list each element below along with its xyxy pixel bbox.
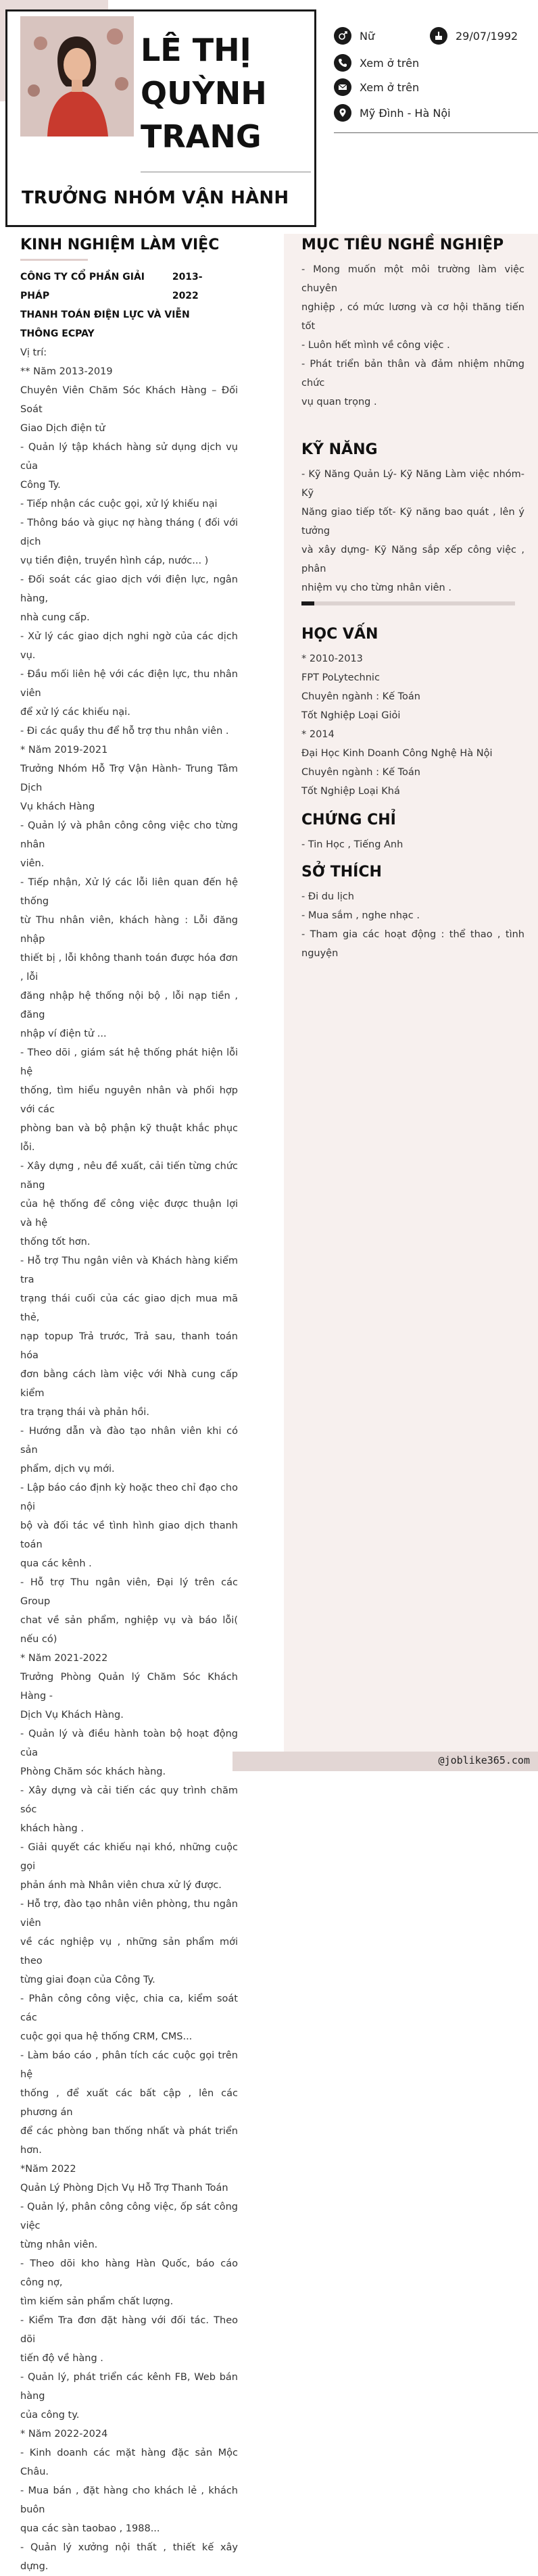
right-column — [301, 237, 524, 963]
phone-icon — [334, 54, 351, 72]
text-line: qua các sàn taobao , 1988... — [20, 2523, 160, 2534]
text-line: *Năm 2022 — [20, 2164, 76, 2175]
company-name-line: THANH TOÁN ĐIỆN LỰC VÀ VIỄN — [20, 309, 190, 320]
text-line: Năng giao tiếp tốt- Kỹ năng bao quát , lên ý tưởng — [301, 507, 524, 537]
text-line: thiết bị , lỗi không thanh toán được hóa đơn , lỗi — [20, 953, 238, 983]
text-line: nhà cung cấp. — [20, 612, 90, 623]
avatar — [20, 16, 134, 137]
text-line: - Đối soát các giao dịch với điện lực, ngân hàng, — [20, 574, 238, 604]
text-line: - Quản lý và điều hành toàn bộ hoạt động của — [20, 1729, 238, 1758]
text-line: - Theo dõi , giám sát hệ thống phát hiện lỗi hệ — [20, 1047, 238, 1077]
text-line: Đại Học Kinh Doanh Công Nghệ Hà Nội — [301, 748, 493, 759]
text-line: - Kiểm Tra đơn đặt hàng với đối tác. Theo dõi — [20, 2315, 238, 2345]
text-line: - Phân công công việc, chia ca, kiểm soát các — [20, 1993, 238, 2023]
text-line: Tốt Nghiệp Loại Giỏi — [301, 710, 401, 721]
company-header — [20, 268, 238, 305]
text-line: * 2010-2013 — [301, 653, 363, 664]
gender-value: Nữ — [360, 29, 375, 43]
text-line: để xử lý các khiếu nại. — [20, 707, 130, 718]
phone-value: Xem ở trên — [360, 56, 420, 70]
text-line: nhập ví điện tử ... — [20, 1029, 107, 1039]
text-line: Quản Lý Phòng Dịch Vụ Hỗ Trợ Thanh Toán — [20, 2183, 228, 2194]
text-line: phẩm, dịch vụ mới. — [20, 1464, 115, 1475]
text-line: để các phòng ban thống nhất và phát triển hơn. — [20, 2126, 238, 2156]
text-line: - Mua bán , đặt hàng cho khách lẻ , khách buôn — [20, 2485, 238, 2515]
text-line: về các nghiệp vụ , những sản phẩm mới theo — [20, 1937, 238, 1966]
text-line: nhiệm vụ cho từng nhân viên . — [301, 583, 451, 593]
name-line: TRANG — [141, 118, 262, 155]
text-line: - Xây dựng và cải tiến các quy trình chăm sóc — [20, 1785, 238, 1815]
text-line: - Thông báo và giục nợ hàng tháng ( đối với dịch — [20, 518, 238, 547]
text-line: từ Thu nhân viên, khách hàng : Lỗi đăng nhập — [20, 915, 238, 945]
skills-details — [301, 465, 524, 597]
text-line: - Xây dựng , nêu đề xuất, cải tiến từng chức năng — [20, 1161, 238, 1191]
text-line: - Mong muốn một môi trường làm việc chuyên — [301, 264, 524, 294]
text-line: vụ quan trọng . — [301, 397, 377, 407]
certificates-details — [301, 835, 524, 854]
text-line: - Lập báo cáo định kỳ hoặc theo chỉ đạo cho nội — [20, 1483, 238, 1512]
hobbies-title: SỞ THÍCH — [301, 864, 382, 881]
section-underline — [20, 259, 88, 261]
skills-title: KỸ NĂNG — [301, 441, 378, 458]
contact-gender — [334, 26, 374, 46]
text-line: - Theo dõi kho hàng Hàn Quốc, báo cáo công nợ, — [20, 2258, 238, 2288]
hobbies-section — [301, 864, 524, 963]
text-line: - Hướng dẫn và đào tạo nhân viên khi có sản — [20, 1426, 238, 1456]
text-line: FPT PoLytechnic — [301, 672, 380, 683]
text-line: trạng thái cuối của các giao dịch mua mã thẻ, — [20, 1293, 238, 1323]
job-title: TRƯỞNG NHÓM VẬN HÀNH — [22, 188, 289, 208]
text-line: - Quản lý xưởng nội thất , thiết kế xây dựng. — [20, 2542, 238, 2572]
skills-section — [301, 441, 524, 605]
text-line: khách hàng . — [20, 1823, 84, 1834]
birthday-value: 29/07/1992 — [456, 29, 518, 43]
text-line: tiến độ về hàng . — [20, 2353, 103, 2364]
full-name — [141, 28, 267, 158]
text-line: đăng nhập hệ thống nội bộ , lỗi nạp tiền , đăng — [20, 991, 238, 1020]
text-line: nạp topup Trả trước, Trả sau, thanh toán hóa — [20, 1331, 238, 1361]
text-line: nghiệp , có mức lương và cơ hội thăng tiến tốt — [301, 302, 524, 332]
text-line: * Năm 2021-2022 — [20, 1653, 108, 1664]
text-line: Dịch Vụ Khách Hàng. — [20, 1710, 124, 1720]
contact-address — [334, 103, 451, 123]
text-line: và xây dựng- Kỹ Năng sắp xếp công việc , phân — [301, 545, 524, 574]
text-line: - Quản lý tập khách hàng sử dụng dịch vụ của — [20, 442, 238, 472]
text-line: Vị trí: — [20, 347, 47, 358]
text-line: ** Năm 2013-2019 — [20, 366, 113, 377]
contact-birthday — [430, 26, 518, 46]
text-line: vụ tiền điện, truyền hình cáp, nước... ) — [20, 555, 209, 566]
skill-level-bar — [301, 601, 515, 605]
skill-level-fill — [301, 601, 314, 605]
text-line: - Quản lý, phân công công việc, ốp sát công việc — [20, 2202, 238, 2231]
watermark: @joblike365.com — [438, 1754, 530, 1766]
text-line: - Xử lý các giao dịch nghi ngờ của các dịch vụ. — [20, 631, 238, 661]
text-line: - Hỗ trợ Thu ngân viên và Khách hàng kiểm tra — [20, 1256, 238, 1285]
text-line: - Hỗ trợ, đào tạo nhân viên phòng, thu ngân viên — [20, 1899, 238, 1929]
text-line: thống tốt hơn. — [20, 1237, 91, 1247]
text-line: - Phát triển bản thân và đảm nhiệm những chức — [301, 359, 524, 389]
contact-email — [334, 77, 419, 97]
text-line: * 2014 — [301, 729, 335, 740]
text-line: phản ánh mà Nhân viên chưa xử lý được. — [20, 1880, 222, 1891]
text-line: - Kinh doanh các mặt hàng đặc sản Mộc Châu. — [20, 2448, 238, 2477]
text-line: Chuyên ngành : Kế Toán — [301, 767, 420, 778]
text-line: - Giải quyết các khiếu nại khó, những cuộc gọi — [20, 1842, 238, 1872]
text-line: của công ty. — [20, 2410, 80, 2421]
text-line: Giao Dịch điện tử — [20, 423, 105, 434]
text-line: tìm kiếm sản phẩm chất lượng. — [20, 2296, 174, 2307]
text-line: - Quản lý và phân công công việc cho từng nhân — [20, 820, 238, 850]
education-title: HỌC VẤN — [301, 626, 378, 643]
text-line: Trưởng Phòng Quản lý Chăm Sóc Khách Hàng - — [20, 1672, 238, 1702]
education-details — [301, 649, 524, 801]
birthday-cake-icon — [430, 27, 447, 45]
contact-phone — [334, 53, 419, 73]
location-pin-icon — [334, 104, 351, 122]
name-line: QUỲNH — [141, 75, 267, 112]
email-icon — [334, 78, 351, 96]
hobbies-details — [301, 887, 524, 963]
text-line: Chuyên ngành : Kế Toán — [301, 691, 420, 702]
text-line: * Năm 2022-2024 — [20, 2429, 108, 2439]
text-line: Trưởng Nhóm Hỗ Trợ Vận Hành- Trung Tâm Dịch — [20, 764, 238, 793]
text-line: - Tin Học , Tiếng Anh — [301, 839, 404, 850]
text-line: - Tiếp nhận các cuộc gọi, xử lý khiếu nại — [20, 499, 218, 510]
text-line: - Đi du lịch — [301, 891, 354, 902]
experience-section — [20, 237, 238, 2576]
text-line: * Năm 2019-2021 — [20, 745, 108, 756]
name-line: LÊ THỊ — [141, 32, 251, 68]
text-line: thống, tìm hiểu nguyên nhân và phối hợp với các — [20, 1085, 238, 1115]
text-line: phòng ban và bộ phận kỹ thuật khắc phục lỗi. — [20, 1123, 238, 1153]
text-line: Tốt Nghiệp Loại Khá — [301, 786, 400, 797]
text-line: cuộc gọi qua hệ thống CRM, CMS... — [20, 2031, 193, 2042]
text-line: - Luôn hết mình về công việc . — [301, 340, 450, 351]
text-line: tra trạng thái và phản hồi. — [20, 1407, 149, 1418]
text-line: từng giai đoạn của Công Ty. — [20, 1975, 155, 1985]
text-line: - Đi các quầy thu để hỗ trợ thu nhân viên . — [20, 726, 229, 737]
education-section — [301, 626, 524, 801]
contact-divider — [334, 132, 538, 133]
company-name-line: THÔNG ECPAY — [20, 328, 95, 339]
text-line: Vụ khách Hàng — [20, 801, 95, 812]
text-line: đơn bằng cách làm việc với Nhà cung cấp kiểm — [20, 1369, 238, 1399]
address-value: Mỹ Đình - Hà Nội — [360, 106, 451, 120]
text-line: - Đầu mối liên hệ với các điện lực, thu nhân viên — [20, 669, 238, 699]
text-line: - Tiếp nhận, Xử lý các lỗi liên quan đến hệ thống — [20, 877, 238, 907]
email-value: Xem ở trên — [360, 80, 420, 94]
text-line: - Quản lý, phát triển các kênh FB, Web bán hàng — [20, 2372, 238, 2402]
text-line: Công Ty. — [20, 480, 61, 491]
gender-icon — [334, 27, 351, 45]
certificates-title: CHỨNG CHỈ — [301, 812, 396, 828]
avatar-photo — [20, 16, 134, 137]
experience-details — [20, 343, 238, 2576]
text-line: - Kỹ Năng Quản Lý- Kỹ Năng Làm việc nhóm- Kỹ — [301, 469, 524, 499]
text-line: chat về sản phẩm, nghiệp vụ và báo lỗi( nếu có) — [20, 1615, 238, 1645]
text-line: thống , để xuất các bất cập , lên các phương án — [20, 2088, 238, 2118]
company-name-line: CÔNG TY CỔ PHẦN GIẢI PHÁP — [20, 272, 145, 301]
text-line: từng nhân viên. — [20, 2239, 98, 2250]
text-line: của hệ thống để công việc được thuận lợi và hệ — [20, 1199, 238, 1229]
company-period: 2013-2022 — [172, 272, 203, 301]
text-line: bộ và đối tác về tình hình giao dịch thanh toán — [20, 1520, 238, 1550]
objective-details — [301, 260, 524, 412]
text-line: Phòng Chăm sóc khách hàng. — [20, 1766, 166, 1777]
text-line: - Mua sắm , nghe nhạc . — [301, 910, 420, 921]
text-line: - Tham gia các hoạt động : thể thao , tình nguyện — [301, 929, 524, 959]
experience-title: KINH NGHIỆM LÀM VIỆC — [20, 237, 220, 253]
text-line: viên. — [20, 858, 45, 869]
objective-section — [301, 237, 524, 412]
text-line: - Hỗ trợ Thu ngân viên, Đại lý trên các Group — [20, 1577, 238, 1607]
text-line: Chuyên Viên Chăm Sóc Khách Hàng – Đối Soát — [20, 385, 238, 415]
objective-title: MỤC TIÊU NGHỀ NGHIỆP — [301, 237, 504, 253]
certificates-section — [301, 812, 524, 854]
text-line: - Làm báo cáo , phân tích các cuộc gọi trên hệ — [20, 2050, 238, 2080]
text-line: qua các kênh . — [20, 1558, 92, 1569]
